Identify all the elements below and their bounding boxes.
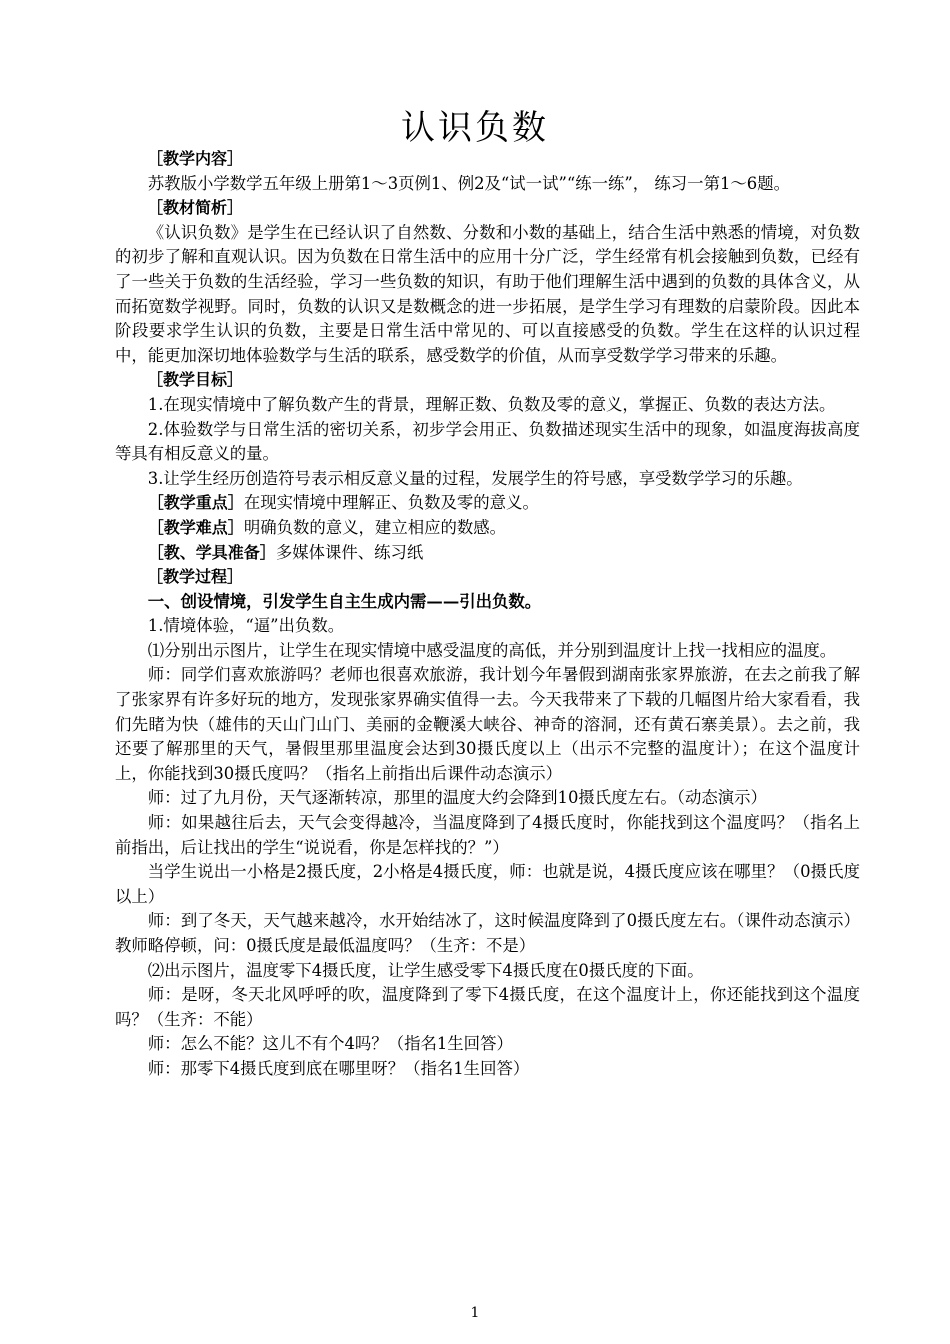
page-title: 认识负数 bbox=[401, 108, 549, 148]
goal-item: 1.在现实情境中了解负数产生的背景，理解正数、负数及零的意义，掌握正、负数的表达方法。 bbox=[147, 394, 836, 414]
heading-teaching-goals: ［教学目标］ bbox=[147, 370, 244, 390]
paragraph: 师：到了冬天，天气越来越冷，水开始结冰了，这时候温度降到了0摄氏度左右。（课件动态演示）教师略停顿，问：0摄氏度是最低温度吗？（生齐：不是） bbox=[115, 911, 860, 955]
materials-text: 多媒体课件、练习纸 bbox=[275, 542, 424, 562]
goal-item: 2.体验数学与日常生活的密切关系，初步学会用正、负数描述现实生活中的现象，如温度海拔高度等具有相反意义的量。 bbox=[115, 419, 860, 464]
difficulty-line bbox=[115, 516, 860, 541]
page-number: 1 bbox=[470, 1305, 480, 1321]
paragraph: 1.情境体验，“逼”出负数。 bbox=[147, 616, 345, 636]
key-point-text: 在现实情境中理解正、负数及零的意义。 bbox=[243, 493, 539, 513]
paragraph: 苏教版小学数学五年级上册第1～3页例1、例2及“试一试”“练一练”， 练习一第1～6题。 bbox=[147, 173, 790, 193]
paragraph: 师：如果越往后去，天气会变得越冷，当温度降到了4摄氏度时，你能找到这个温度吗？（指名上前指出，后让找出的学生“说说看，你是怎样找的？”） bbox=[115, 813, 860, 857]
paragraph: ⑴分别出示图片，让学生在现实情境中感受温度的高低，并分别到温度计上找一找相应的温度。 bbox=[147, 640, 837, 660]
paragraph: 师：怎么不能？这儿不有个4吗？（指名1生回答） bbox=[147, 1034, 513, 1054]
materials-label: ［教、学具准备］ bbox=[147, 542, 276, 562]
paragraph: 师：同学们喜欢旅游吗？老师也很喜欢旅游，我计划今年暑假到湖南张家界旅游，在去之前我了解了张家界有许多好玩的地方，发现张家界确实值得一去。今天我带来了下载的几幅图片给大家看看，我们先睹为快（雄伟的天山门山门、美丽的金鞭溪大峡谷、神奇的溶洞，还有黄石寨美景）。去之前，我还要了解那里的天气，暑假里那里温度会达到30摄氏度以上（出示不完整的温度计）；在这个温度计上，你能找到30摄氏度吗？（指名上前指出后课件动态演示） bbox=[115, 665, 860, 783]
difficulty-label: ［教学难点］ bbox=[147, 517, 244, 537]
heading-material-analysis: ［教材简析］ bbox=[147, 198, 244, 218]
difficulty-text: 明确负数的意义，建立相应的数感。 bbox=[243, 517, 507, 537]
document-body bbox=[115, 147, 860, 1082]
section-heading: 一、创设情境，引发学生自主生成内需——引出负数。 bbox=[147, 591, 542, 611]
paragraph: 师：过了九月份，天气逐渐转凉，那里的温度大约会降到10摄氏度左右。（动态演示） bbox=[147, 788, 767, 808]
key-point-line bbox=[115, 491, 860, 516]
paragraph: 当学生说出一小格是2摄氏度，2小格是4摄氏度，师：也就是说，4摄氏度应该在哪里？（0摄氏度以上） bbox=[115, 862, 860, 906]
paragraph: 《认识负数》是学生在已经认识了自然数、分数和小数的基础上，结合生活中熟悉的情境，对负数的初步了解和直观认识。因为负数在日常生活中的应用十分广泛，学生经常有机会接触到负数，已经有了一些关于负数的生活经验，学习一些负数的知识，有助于他们理解生活中遇到的负数的具体含义，从而拓宽数学视野。同时，负数的认识又是数概念的进一步拓展，是学生学习有理数的启蒙阶段。因此本阶段要求学生认识的负数，主要是日常生活中常见的、可以直接感受的负数。学生在这样的认识过程中，能更加深切地体验数学与生活的联系，感受数学的价值，从而享受数学学习带来的乐趣。 bbox=[115, 222, 860, 365]
key-point-label: ［教学重点］ bbox=[147, 493, 244, 513]
heading-teaching-content: ［教学内容］ bbox=[147, 149, 244, 168]
paragraph: 师：是呀，冬天北风呼呼的吹，温度降到了零下4摄氏度，在这个温度计上，你还能找到这个温度吗？（生齐：不能） bbox=[115, 985, 860, 1029]
paragraph: ⑵出示图片，温度零下4摄氏度，让学生感受零下4摄氏度在0摄氏度的下面。 bbox=[147, 960, 704, 980]
goal-item: 3.让学生经历创造符号表示相反意义量的过程，发展学生的符号感，享受数学学习的乐趣。 bbox=[147, 468, 803, 488]
materials-line bbox=[115, 541, 860, 566]
paragraph: 师：那零下4摄氏度到底在哪里呀？（指名1生回答） bbox=[147, 1058, 530, 1078]
heading-teaching-process: ［教学过程］ bbox=[147, 567, 244, 587]
